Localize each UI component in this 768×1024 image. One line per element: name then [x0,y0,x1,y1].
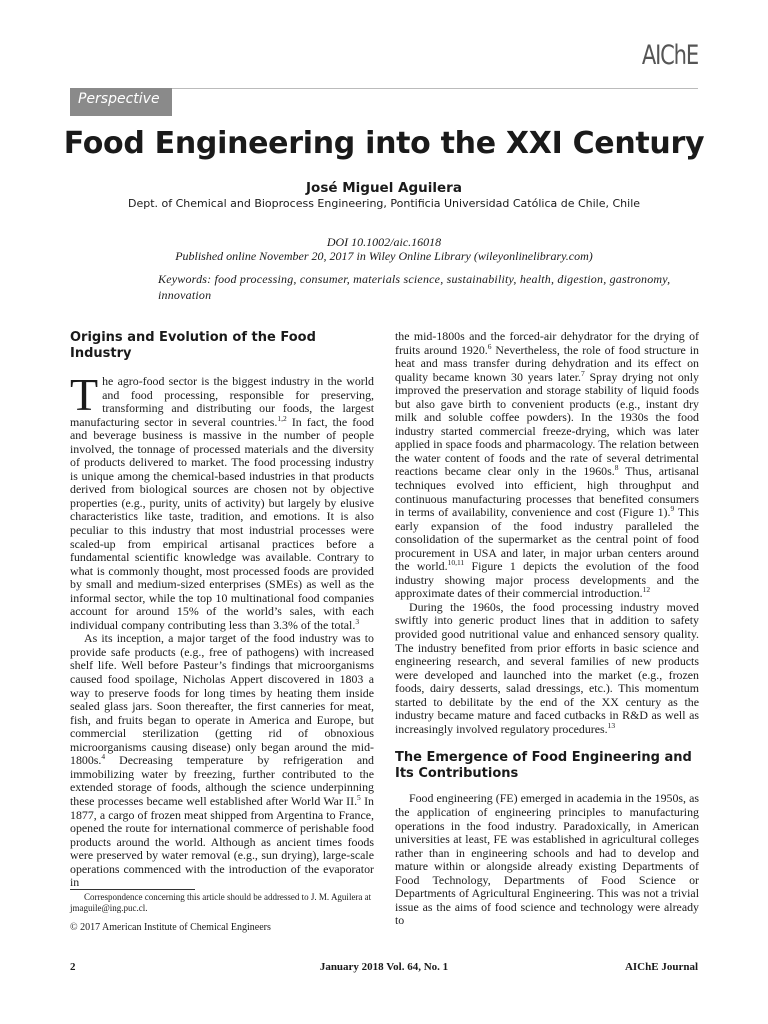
doi: DOI 10.1002/aic.16018 [326,235,442,249]
paragraph [70,632,374,889]
article-title: Food Engineering into the XXI Century [63,126,705,161]
citation: 7 [581,368,585,378]
left-column [70,330,374,890]
text-run: This early expansion of the food industry paralleled the consolidation of the supermarket as the central point of food procurement in USA and later, in major urban centers around the world. [395,505,699,574]
copyright-notice: © 2017 American Institute of Chemical Engineers [70,922,271,933]
drop-cap: T [70,369,99,420]
keywords: Keywords: food processing, consumer, materials science, sustainability, health, digestion, gastronomy, innovation [158,272,671,302]
text-run: the mid-1800s and the forced-air dehydrator for the drying of fruits around 1920. [395,329,699,357]
section-tag [70,88,172,116]
issue-info: January 2018 Vol. 64, No. 1 [319,961,449,973]
citation: 12 [642,585,651,595]
correspondence-footnote: Correspondence concerning this article should be addressed to J. M. Aguilera at jmaguile@ing.puc.cl. [70,892,372,913]
section-heading-origins: Origins and Evolution of the Food Industry [70,330,316,361]
text-run: As its inception, a major target of the food industry was to provide safe products (e.g., free of pathogens) with increased shelf life. Well before Pasteur’s findings that microorganisms caused food spoilage, Nicholas Appert discovered in 1803 a way to preserve foods for long times by heating them inside sealed glass jars. Soon thereafter, the first canneries for meat, fish, and fruits began to operate in America and Europe, but commercial sterilization (getting rid of obnoxious microorganisms causing disease) only began around the mid-1800s. [70,631,374,768]
citation: 9 [670,504,675,514]
paragraph [395,601,699,736]
text-run: Nevertheless, the role of food structure in heat and mass transfer during dehydration and its effect on quality became known 30 years later. [395,342,699,384]
text-run: Figure 1 depicts the evolution of the food industry showing major process developments and the approximate dates of their commercial introduction. [395,559,700,601]
journal-logo: AIChE [641,40,698,71]
text-run: Decreasing temperature by refrigeration and immobilizing water by freezing, further contributed to the extended storage of foods, although the science underpinning these processes became well established after World War II. [70,753,374,808]
page-number: 2 [70,961,76,973]
text-run: Thus, artisanal techniques evolved into efficient, high throughput and continuous manufacturing processes that benefited consumers in terms of availability, convenience and cost (Figure 1). [395,464,700,520]
text-run: he agro-food sector is the biggest industry in the world and food processing, responsible for preserving, transforming and distributing our foods, the largest manufacturing sector in several countries. [70,374,374,429]
paragraph: Food engineering (FE) emerged in academia in the 1950s, as the application of engineering principles to manufacturing operations in the food industry. Paradoxically, in American universities at least, FE was established in agricultural colleges rather than in engineering schools and had to develop and mature within or alongside already existing Departments of Food Technology, Departments of Food Science or Departments of Agricultural Engineering. This was not a trivial issue as the aims of food science and technology were already to [395,791,699,928]
citation: 5 [357,792,361,802]
author-affiliation: Dept. of Chemical and Bioprocess Engineering, Pontificia Universidad Católica de Chile, Chile [127,197,641,210]
text-run: In 1877, a cargo of frozen meat shipped from Argentina to France, opened the route for international commerce of perishable food products around the world. Although as ancient times foods were preserved by water removal (e.g., sun drying), large-scale operations commenced with the introduction of the evaporator in [70,793,374,890]
citation: 6 [487,341,492,351]
text-run: In fact, the food and beverage business is massive in the number of people involved, the tonnage of processed materials and the diversity of products delivered to market. The food processing industry is unique among the chemical-based industries in that products derived from biological sources are chosen not by objective properties (e.g., purity, units of activity) but largely by elusive characteristics like taste, tradition, and emotions. It is also peculiar to this industry that most industrial processes were scaled-up from empirical artisanal practices before a fundamental scientific knowledge was available. Contrary to what is commonly thought, most processed foods are provided by small and medium-sized enterprises (SMEs) as well as the informal sector, while the top 10 multinational food companies account for around 15% of the world’s sales, with each individual company contributing less than 3.3% of the total. [70,414,374,632]
citation: 13 [607,720,616,730]
citation: 3 [355,616,360,626]
right-column [395,330,699,928]
section-tag-label: Perspective [78,91,160,107]
citation: 10,11 [447,558,465,568]
journal-name: AIChE Journal [624,961,698,973]
section-heading-food-engineering: The Emergence of Food Engineering and Its Contributions [395,750,692,782]
text-run: During the 1960s, the food processing industry moved swiftly into generic product lines that in addition to safety provided good nutritional value and enhanced sensory quality. The industry benefited from prior efforts in basic science and engineering research, and several families of new products were developed and launched into the market (e.g., frozen foods, dairy desserts, salad dressings, etc.). This momentum started to debilitate by the end of the XX century as the industry became mature and faced cutbacks in R&D as well as increasingly involved regulatory procedures. [395,599,699,736]
citation: 4 [101,752,106,762]
citation: 8 [614,463,619,473]
footnote-rule [70,889,195,890]
paragraph [395,330,699,601]
published-note: Published online November 20, 2017 in Wiley Online Library (wileyonlinelibrary.com) [175,249,593,263]
author-name: José Miguel Aguilera [306,180,462,196]
paragraph [70,369,374,632]
text-run: Spray drying not only improved the preservation and storage stability of liquid foods but also gave birth to convenient products (e.g., instant dry milk and soluble coffee powders). In the 1930s the food industry started commercial freeze-drying, which was later applied in space foods and pharmacology. The relation between the water content of foods and the rate of several detrimental reactions became clear only in the 1960s. [395,369,699,479]
citation: 1,2 [277,413,287,423]
